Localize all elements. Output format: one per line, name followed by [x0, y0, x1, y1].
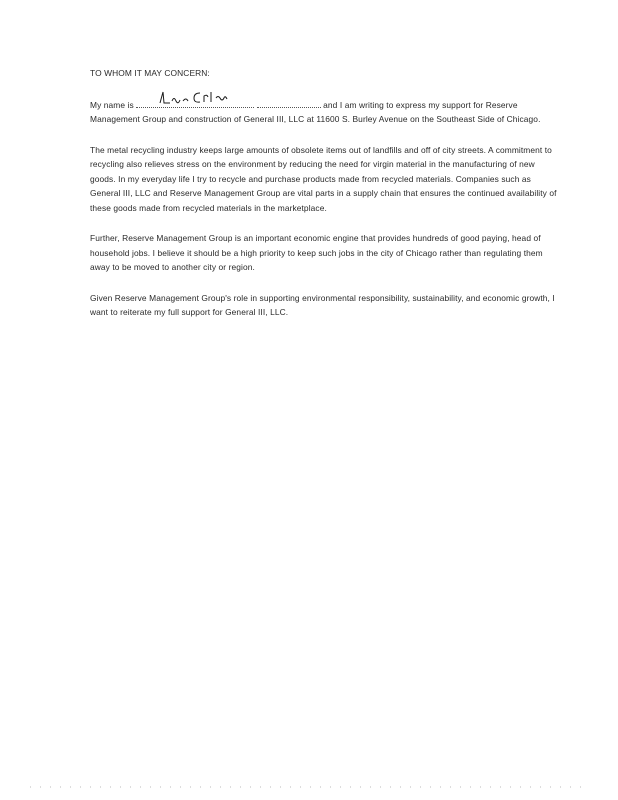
intro-suffix: and I am writing to express my support for Reserve Management Group and construction of General III, LLC at 11600 S. Burley Avenue on the Southeast Side of Chicago.	[90, 99, 541, 124]
salutation: TO WHOM IT MAY CONCERN:	[90, 68, 210, 78]
name-fill-line-continued	[257, 95, 321, 108]
intro-paragraph	[90, 95, 558, 127]
handwritten-name	[156, 89, 246, 107]
name-fill-line	[136, 95, 254, 108]
intro-prefix: My name is	[90, 99, 134, 110]
paragraph-jobs: Further, Reserve Management Group is an important economic engine that provides hundreds of good paying, head of household jobs. I believe it should be a high priority to keep such jobs in the city of Chicago rather than regulating them away to be moved to another city or region.	[90, 233, 543, 272]
paragraph-recycling: The metal recycling industry keeps large amounts of obsolete items out of landfills and off of city streets. A commitment to recycling also relieves stress on the environment by reducing the need for virgin material in the manufacturing of new goods. In my everyday life I try to recycle and purchase products made from recycled materials. Companies such as General III, LLC and Reserve Management Group are vital parts in a supply chain that ensures the continued availability of these goods made from recycled materials in the marketplace.	[90, 144, 557, 213]
scan-footer-noise	[30, 785, 590, 789]
paragraph-closing: Given Reserve Management Group's role in supporting environmental responsibility, sustainability, and economic growth, I want to reiterate my full support for General III, LLC.	[90, 292, 555, 317]
letter-body	[90, 66, 558, 336]
